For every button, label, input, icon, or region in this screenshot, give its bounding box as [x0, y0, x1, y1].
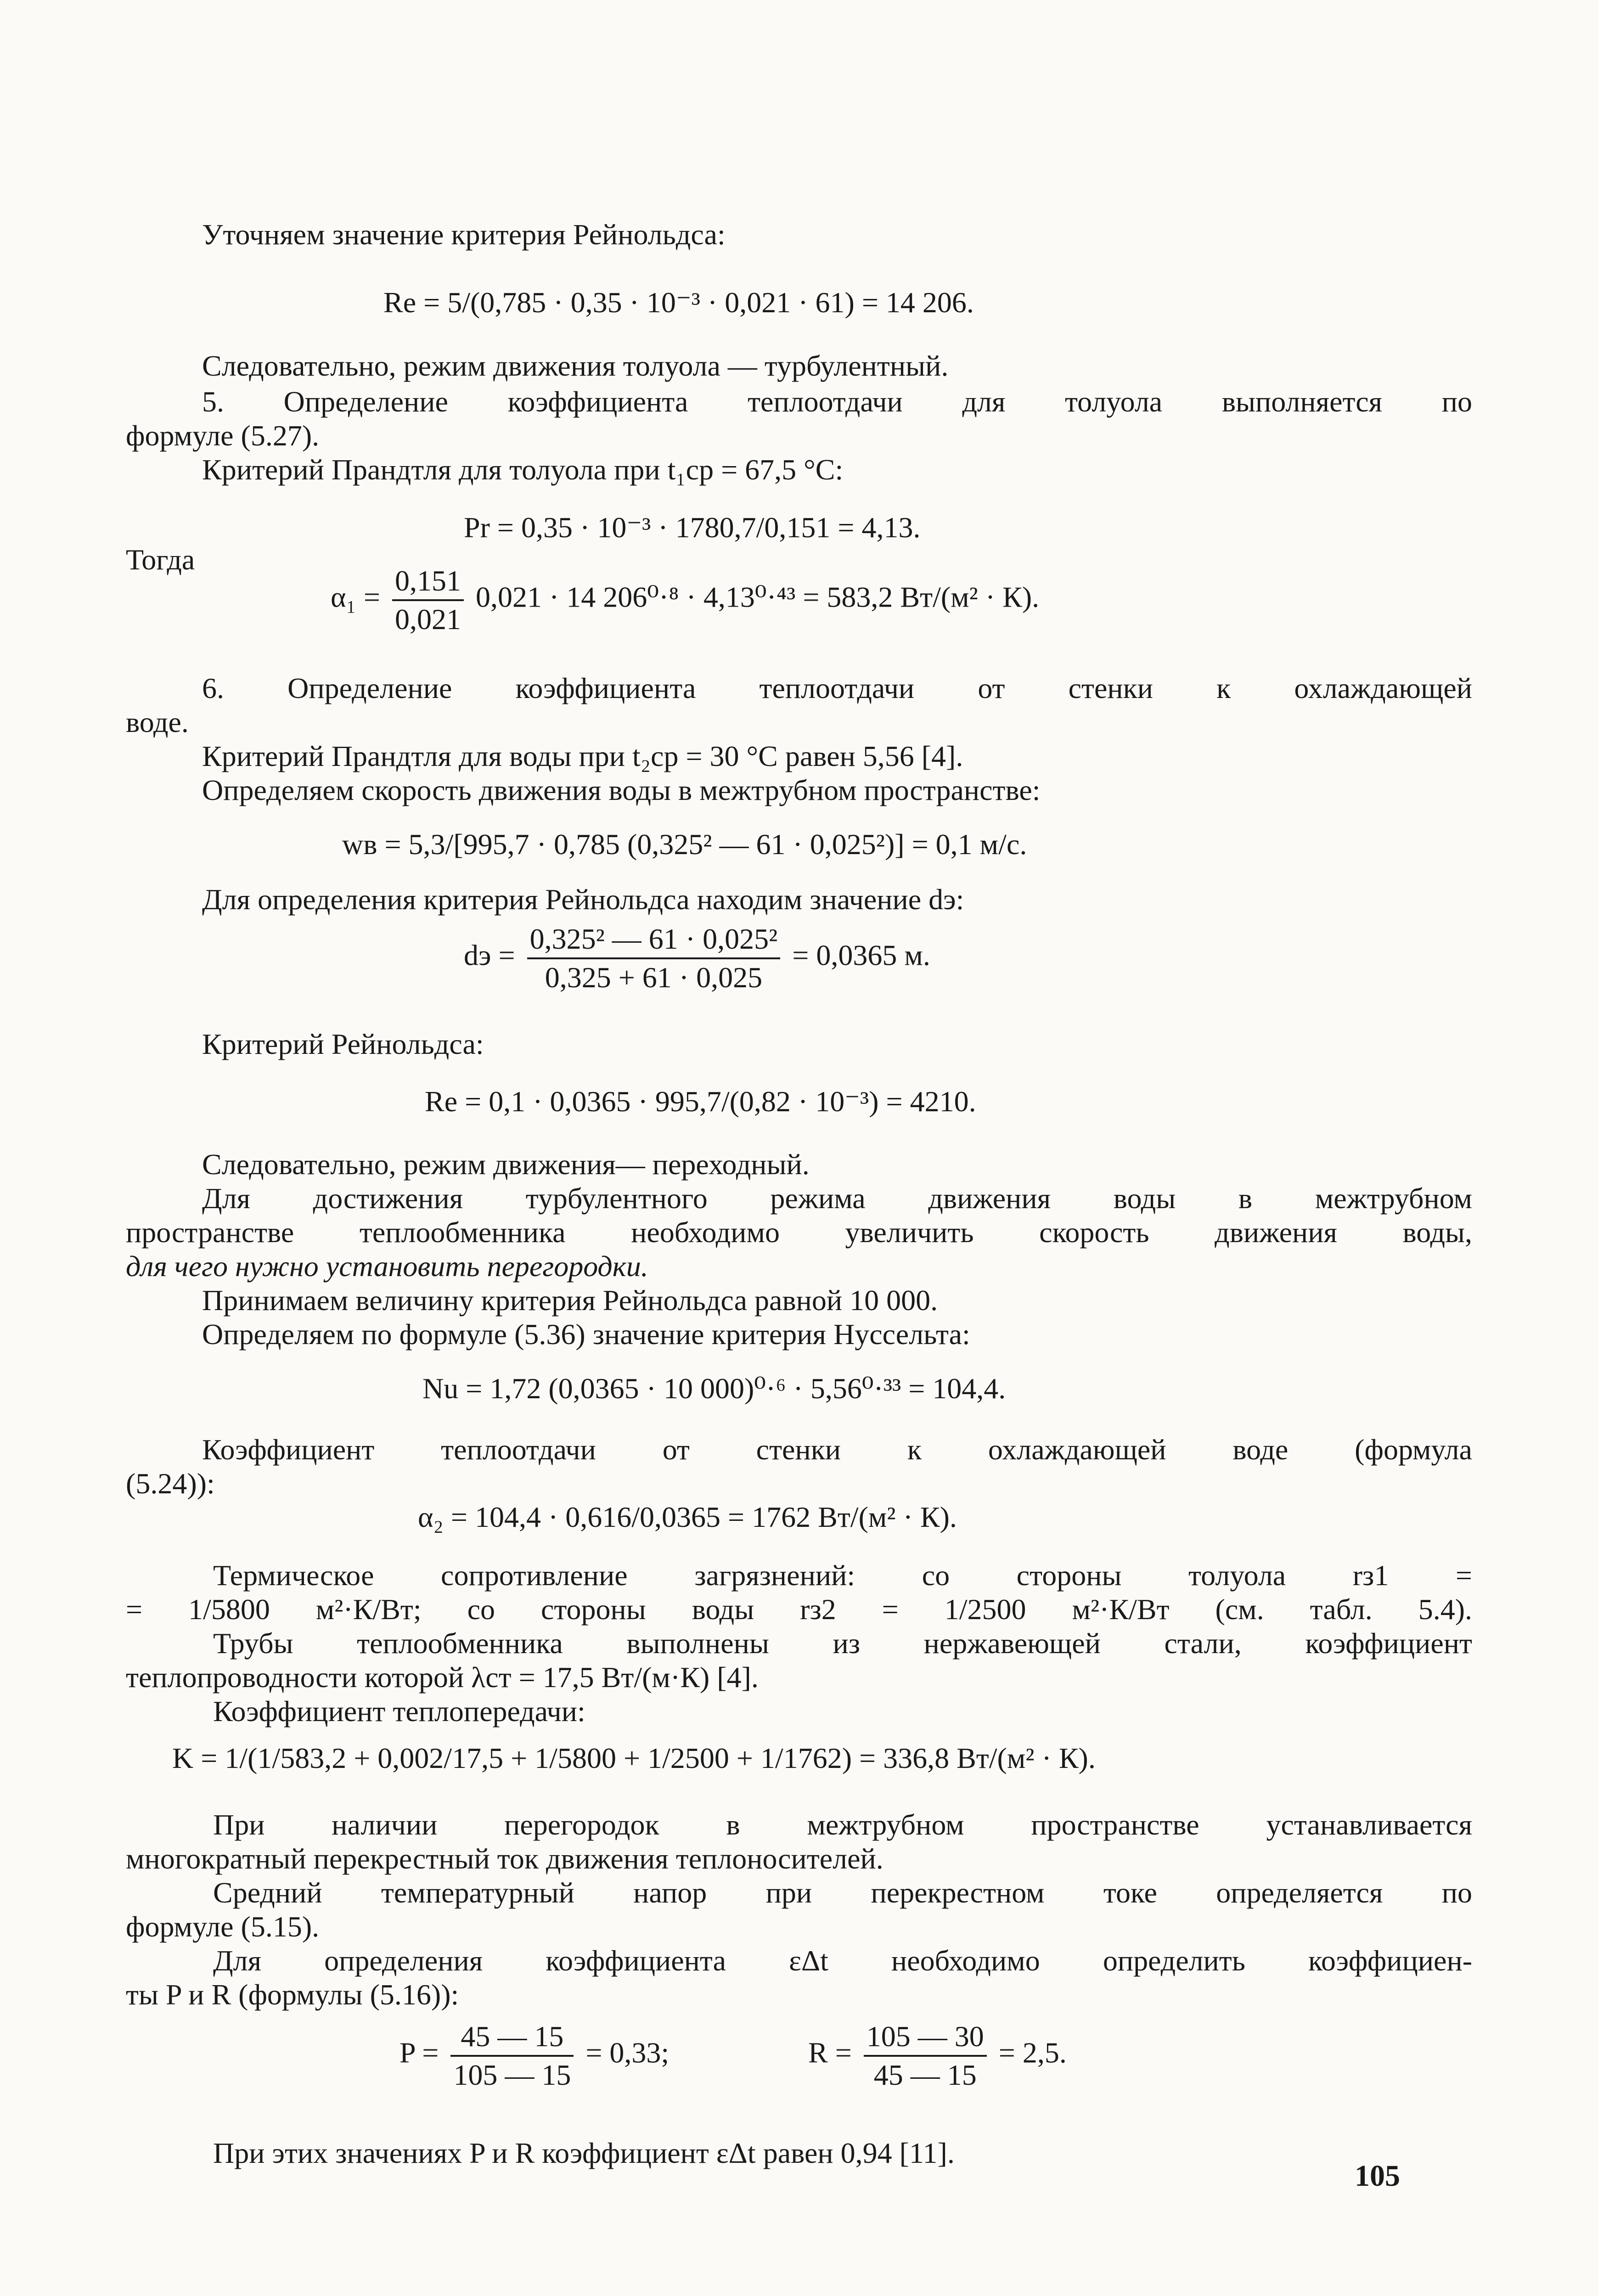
text-line: Принимаем величину критерия Рейнольдса равной 10 000.: [202, 1284, 938, 1317]
equation-alpha2: α₂ = 104,4 · 0,616/0,0365 = 1762 Вт/(м² · К).: [418, 1501, 957, 1533]
page-number: 105: [1355, 2159, 1400, 2193]
equation-p-coefficient: [400, 2018, 669, 2093]
equation-heat-transfer-coefficient: K = 1/(1/583,2 + 0,002/17,5 + 1/5800 + 1/2500 + 1/1762) = 336,8 Вт/(м² · К).: [172, 1742, 1096, 1774]
fraction: [392, 563, 464, 638]
equation-prandtl-toluene: Pr = 0,35 · 10⁻³ · 1780,7/0,151 = 4,13.: [464, 511, 921, 544]
text-line: Уточняем значение критерия Рейнольдса:: [202, 218, 726, 251]
text-line: Следовательно, режим движения— переходный.: [202, 1148, 810, 1181]
fraction-denominator: 45 — 15: [873, 2059, 977, 2091]
text-line: Термическое сопротивление загрязнений: со стороны толуола rз1 =: [213, 1559, 1472, 1592]
fraction-numerator: 0,151: [392, 563, 464, 601]
fraction: [864, 2018, 987, 2093]
eq-rhs: = 0,33;: [585, 2036, 670, 2069]
text-line: Определяем по формуле (5.36) значение критерия Нуссельта:: [202, 1318, 970, 1351]
fraction: [527, 921, 781, 996]
text-line: Тогда: [126, 543, 195, 576]
text-line: Трубы теплообменника выполнены из нержавеющей стали, коэффициент: [213, 1627, 1472, 1660]
text-line: Для достижения турбулентного режима движения воды в межтрубном: [202, 1182, 1472, 1215]
text-line: (5.24)):: [126, 1467, 215, 1500]
equation-reynolds-toluene: Re = 5/(0,785 · 0,35 · 10⁻³ · 0,021 · 61) = 14 206.: [383, 286, 974, 319]
text-line: Критерий Прандтля для толуола при t₁ср = 67,5 °С:: [202, 453, 844, 486]
fraction: [450, 2018, 574, 2093]
equation-water-velocity: wв = 5,3/[995,7 · 0,785 (0,325² — 61 · 0,025²)] = 0,1 м/с.: [342, 828, 1027, 861]
fraction-denominator: 105 — 15: [453, 2059, 571, 2091]
text-line: При наличии перегородок в межтрубном пространстве устанавливается: [213, 1808, 1472, 1841]
text-line: ты P и R (формулы (5.16)):: [126, 1978, 459, 2011]
fraction-numerator: 0,325² — 61 · 0,025²: [527, 921, 781, 959]
equation-alpha1: [331, 563, 1039, 638]
text-line: пространстве теплообменника необходимо увеличить скорость движения воды,: [126, 1216, 1472, 1249]
text-line: Для определения коэффициента εΔt необходимо определить коэффициен-: [213, 1944, 1472, 1977]
text-line: 5. Определение коэффициента теплоотдачи для толуола выполняется по: [202, 385, 1472, 418]
text-line: Критерий Рейнольдса:: [202, 1028, 484, 1060]
fraction-numerator: 45 — 15: [450, 2018, 574, 2057]
fraction-denominator: 0,325 + 61 · 0,025: [545, 961, 763, 994]
text-line: для чего нужно установить перегородки.: [126, 1250, 648, 1283]
text-line: формуле (5.27).: [126, 419, 320, 452]
text-line: многократный перекрестный ток движения теплоносителей.: [126, 1842, 883, 1875]
text-line: Коэффициент теплопередачи:: [213, 1695, 585, 1728]
text-line: Определяем скорость движения воды в межтрубном пространстве:: [202, 774, 1041, 806]
text-line: = 1/5800 м²·К/Вт; со стороны воды rз2 = 1/2500 м²·К/Вт (см. табл. 5.4).: [126, 1593, 1472, 1626]
equation-r-coefficient: [808, 2018, 1067, 2093]
text-line: формуле (5.15).: [126, 1910, 320, 1943]
eq-lhs: P =: [400, 2036, 439, 2069]
eq-rhs: 0,021 · 14 206⁰·⁸ · 4,13⁰·⁴³ = 583,2 Вт/(м² · К).: [475, 580, 1040, 613]
text-line: Следовательно, режим движения толуола — турбулентный.: [202, 349, 949, 382]
equation-reynolds-water: Re = 0,1 · 0,0365 · 995,7/(0,82 · 10⁻³) = 4210.: [425, 1085, 976, 1118]
fraction-denominator: 0,021: [394, 603, 461, 636]
text-line: 6. Определение коэффициента теплоотдачи от стенки к охлаждающей: [202, 672, 1472, 704]
text-line: Средний температурный напор при перекрестном токе определяется по: [213, 1876, 1472, 1909]
text-line: воде.: [126, 706, 189, 738]
eq-lhs: dэ =: [464, 939, 515, 972]
equation-nusselt: Nu = 1,72 (0,0365 · 10 000)⁰·⁶ · 5,56⁰·³³ = 104,4.: [422, 1372, 1006, 1405]
eq-lhs: R =: [808, 2036, 852, 2069]
eq-rhs: = 2,5.: [998, 2036, 1067, 2069]
eq-lhs: α₁ =: [331, 580, 380, 613]
text-line: теплопроводности которой λст = 17,5 Вт/(м·К) [4].: [126, 1661, 759, 1694]
text-line: Для определения критерия Рейнольдса находим значение dэ:: [202, 883, 964, 916]
fraction-numerator: 105 — 30: [864, 2018, 987, 2057]
equation-equivalent-diameter: [464, 921, 930, 996]
eq-rhs: = 0,0365 м.: [792, 939, 930, 972]
text-line: Критерий Прандтля для воды при t₂ср = 30 °С равен 5,56 [4].: [202, 740, 963, 772]
text-line: Коэффициент теплоотдачи от стенки к охлаждающей воде (формула: [202, 1433, 1472, 1466]
text-line: При этих значениях P и R коэффициент εΔt равен 0,94 [11].: [213, 2137, 955, 2169]
